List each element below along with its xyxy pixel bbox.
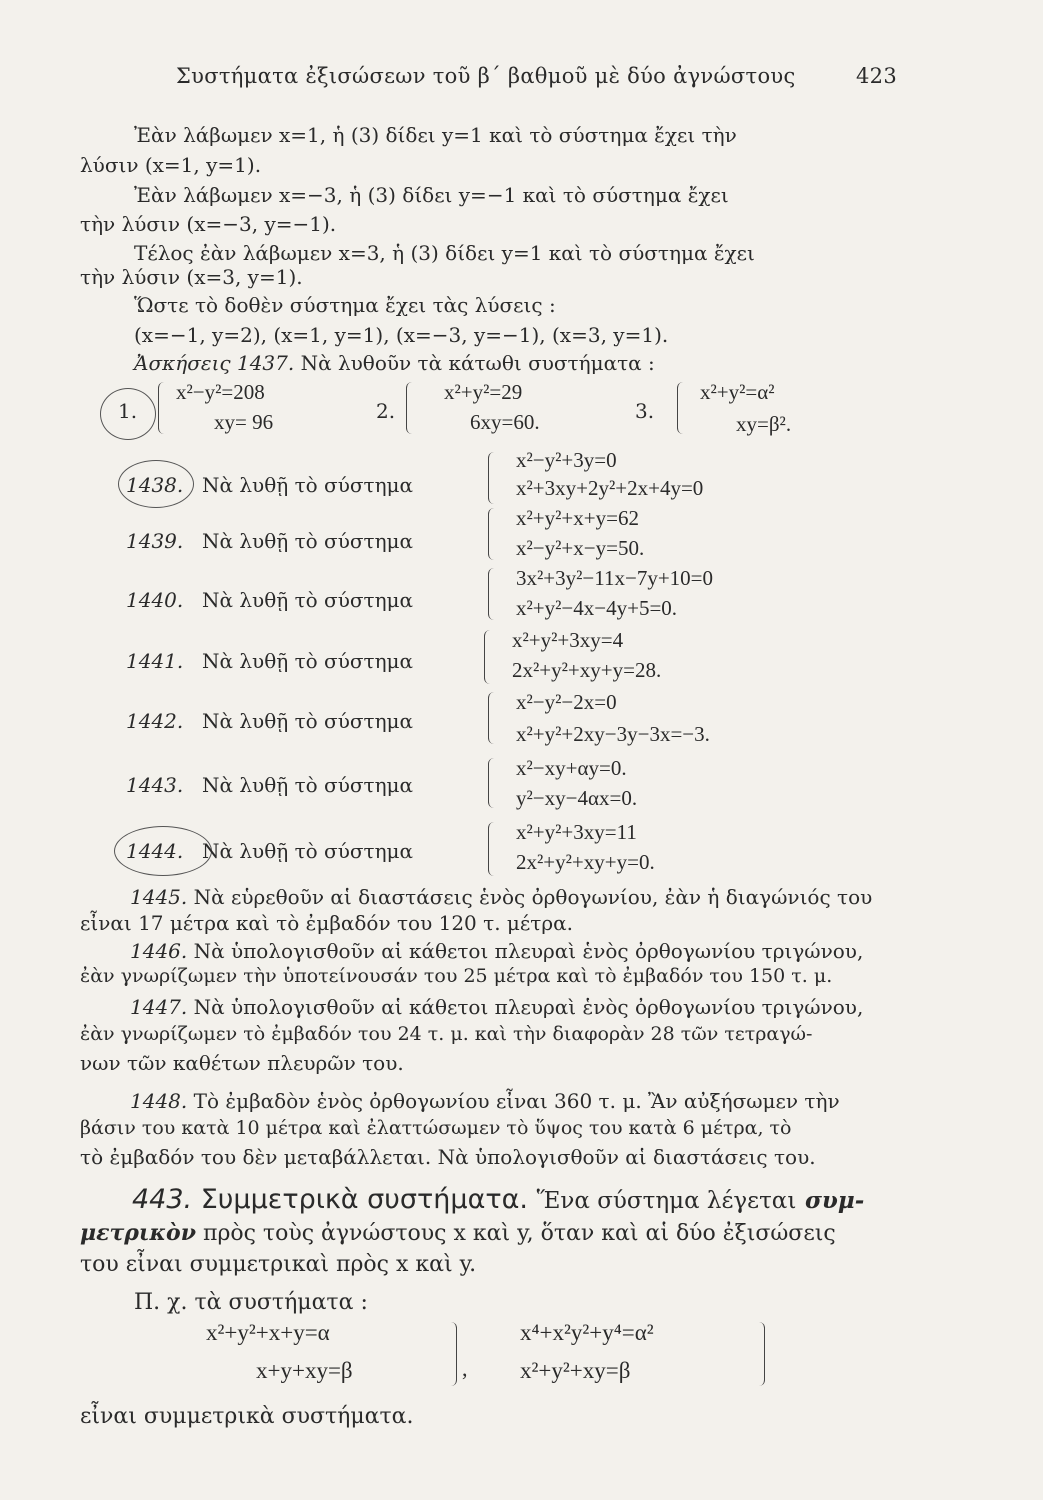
- section-number: 443.: [132, 1184, 193, 1215]
- equation: x²+y²+x+y=α: [206, 1320, 330, 1345]
- section-text: Ἕνα σύστημα λέγεται: [536, 1188, 797, 1214]
- separator: ,: [462, 1356, 468, 1381]
- equation: y²−xy−4αx=0.: [516, 786, 638, 810]
- equation: 2x²+y²+xy+y=0.: [516, 850, 655, 874]
- system-brace: [488, 822, 497, 876]
- problem-line: 1447. Νὰ ὑπολογισθοῦν αἱ κάθετοι πλευραὶ ἑνὸς ὀρθογωνίου τριγώνου,: [130, 995, 864, 1019]
- equation: xy=β².: [736, 412, 792, 436]
- equation: x²+y²+x+y=62: [516, 506, 639, 530]
- example-intro: Π. χ. τὰ συστήματα :: [134, 1290, 368, 1315]
- system-brace: [158, 382, 167, 434]
- section-line: του εἶναι συμμετρικαὶ πρὸς x καὶ y.: [80, 1252, 477, 1277]
- section-text: πρὸς τοὺς ἀγνώστους x καὶ y, ὅταν καὶ αἱ δύο ἐξισώσεις: [202, 1221, 836, 1246]
- equation: x²−xy+αy=0.: [516, 756, 627, 780]
- equation: x⁴+x²y²+y⁴=α²: [520, 1320, 654, 1345]
- system-number: 1438.: [126, 473, 184, 497]
- equation: x²+y²=29: [444, 380, 523, 404]
- problem-line: τὸ ἐμβαδόν του δὲν μεταβάλλεται. Νὰ ὑπολογισθοῦν αἱ διαστάσεις του.: [80, 1145, 816, 1169]
- system-brace: [488, 452, 497, 504]
- equation: x²+y²+xy=β: [520, 1358, 631, 1383]
- equation: x²−y²+3y=0: [516, 448, 617, 472]
- page-number: 423: [856, 64, 897, 88]
- intro-line: Ὥστε τὸ δοθὲν σύστημα ἔχει τὰς λύσεις :: [134, 293, 556, 317]
- section-title: Συμμετρικὰ συστήματα.: [200, 1184, 529, 1215]
- exercises-heading: [134, 352, 655, 374]
- equation: x²+y²=α²: [700, 380, 775, 404]
- solutions-line: (x=−1, y=2), (x=1, y=1), (x=−3, y=−1), (x=3, y=1).: [134, 323, 669, 347]
- system-label: Νὰ λυθῇ τὸ σύστημα: [202, 588, 414, 612]
- system-label: Νὰ λυθῇ τὸ σύστημα: [202, 649, 414, 673]
- problem-line: 1446. Νὰ ὑπολογισθοῦν αἱ κάθετοι πλευραὶ ἑνὸς ὀρθογωνίου τριγώνου,: [130, 939, 864, 963]
- equation: x+y+xy=β: [256, 1358, 353, 1383]
- intro-line: τὴν λύσιν (x=3, y=1).: [80, 265, 303, 289]
- problem-line: 1448. Τὸ ἐμβαδὸν ἑνὸς ὀρθογωνίου εἶναι 360 τ. μ. Ἂν αὐξήσωμεν τὴν: [130, 1089, 840, 1113]
- problem-line: ἐὰν γνωρίζωμεν τὸ ἐμβαδόν του 24 τ. μ. καὶ τὴν διαφορὰν 28 τῶν τετραγώ-: [80, 1023, 813, 1045]
- system-brace: [488, 508, 497, 560]
- system-brace: [756, 1322, 765, 1386]
- equation: x²+y²+2xy−3y−3x=−3.: [516, 722, 710, 746]
- system-brace: [677, 382, 686, 434]
- system-label: Νὰ λυθῇ τὸ σύστημα: [202, 709, 414, 733]
- system-number: 1444.: [126, 839, 184, 863]
- intro-line: τὴν λύσιν (x=−3, y=−1).: [80, 212, 337, 236]
- exercise-item-number: 3.: [635, 399, 655, 423]
- intro-line: Ἐὰν λάβωμεν x=−3, ἡ (3) δίδει y=−1 καὶ τὸ σύστημα ἔχει: [134, 183, 729, 207]
- exercise-item-number: 1.: [118, 399, 138, 423]
- system-brace: [484, 630, 493, 684]
- system-number: 1441.: [126, 649, 184, 673]
- running-header: Συστήματα ἐξισώσεων τοῦ β΄ βαθμοῦ μὲ δύο ἀγνώστους: [176, 64, 796, 88]
- section-heading: [132, 1184, 864, 1215]
- equation: x²−y²=208: [176, 380, 265, 404]
- problem-line: ἐὰν γνωρίζωμεν τὴν ὑποτείνουσάν του 25 μέτρα καὶ τὸ ἐμβαδόν του 150 τ. μ.: [80, 965, 833, 987]
- equation: x²−y²−2x=0: [516, 690, 617, 714]
- system-number: 1442.: [126, 709, 184, 733]
- equation: x²+3xy+2y²+2x+4y=0: [516, 476, 704, 500]
- equation: x²+y²+3xy=11: [516, 820, 637, 844]
- problem-line: 1445. Νὰ εὑρεθοῦν αἱ διαστάσεις ἑνὸς ὀρθογωνίου, ἐὰν ἡ διαγώνιός του: [130, 885, 873, 909]
- system-label: Νὰ λυθῇ τὸ σύστημα: [202, 473, 414, 497]
- system-number: 1439.: [126, 529, 184, 553]
- equation: 3x²+3y²−11x−7y+10=0: [516, 566, 714, 590]
- equation: x²+y²−4x−4y+5=0.: [516, 596, 678, 620]
- system-number: 1443.: [126, 773, 184, 797]
- intro-line: Τέλος ἐὰν λάβωμεν x=3, ἡ (3) δίδει y=1 καὶ τὸ σύστημα ἔχει: [134, 241, 755, 265]
- conclusion: εἶναι συμμετρικὰ συστήματα.: [80, 1404, 414, 1429]
- equation: xy= 96: [214, 410, 274, 434]
- section-line: [80, 1220, 836, 1246]
- section-term: μετρικὸν: [80, 1220, 196, 1246]
- equation: x²+y²+3xy=4: [512, 628, 624, 652]
- system-brace: [448, 1322, 457, 1386]
- system-brace: [488, 758, 497, 808]
- system-number: 1440.: [126, 588, 184, 612]
- equation: 2x²+y²+xy+y=28.: [512, 658, 662, 682]
- system-label: Νὰ λυθῇ τὸ σύστημα: [202, 773, 414, 797]
- system-label: Νὰ λυθῇ τὸ σύστημα: [202, 529, 414, 553]
- system-brace: [488, 692, 497, 744]
- system-brace: [406, 382, 415, 434]
- intro-line: λύσιν (x=1, y=1).: [80, 153, 262, 177]
- exercise-label: Ἀσκήσεις 1437.: [134, 351, 295, 375]
- problem-line: νων τῶν καθέτων πλευρῶν του.: [80, 1051, 404, 1075]
- problem-line: εἶναι 17 μέτρα καὶ τὸ ἐμβαδόν του 120 τ. μέτρα.: [80, 911, 573, 935]
- intro-line: Ἐὰν λάβωμεν x=1, ἡ (3) δίδει y=1 καὶ τὸ σύστημα ἔχει τὴν: [134, 123, 737, 147]
- equation: 6xy=60.: [470, 410, 540, 434]
- problem-line: βάσιν του κατὰ 10 μέτρα καὶ ἐλαττώσωμεν τὸ ὕψος του κατὰ 6 μέτρα, τὸ: [80, 1117, 792, 1139]
- equation: x²−y²+x−y=50.: [516, 536, 645, 560]
- exercise-text: Νὰ λυθοῦν τὰ κάτωθι συστήματα :: [300, 351, 655, 375]
- section-term: συμ-: [804, 1187, 865, 1214]
- exercise-item-number: 2.: [376, 399, 396, 423]
- system-label: Νὰ λυθῇ τὸ σύστημα: [202, 839, 414, 863]
- system-brace: [488, 568, 497, 620]
